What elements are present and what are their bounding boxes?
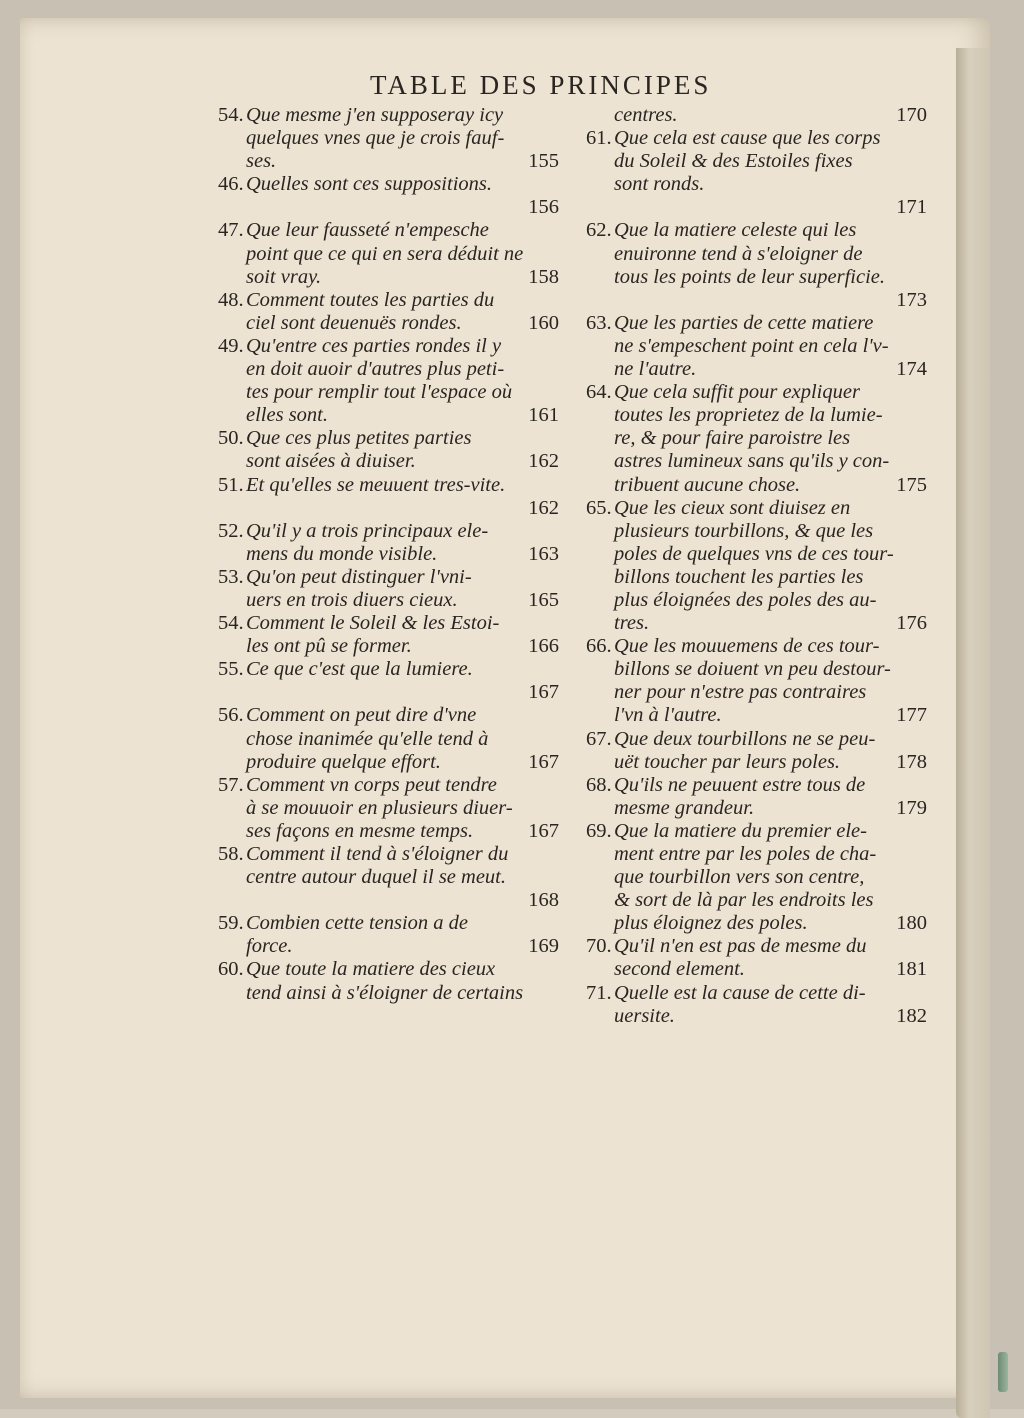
- entry-line: [246, 219, 563, 242]
- entry-line: [614, 104, 931, 127]
- entry-number: 67.: [586, 727, 612, 750]
- entry-number: 55.: [218, 658, 244, 681]
- entry-text: en doit auoir d'autres plus peti-: [246, 358, 505, 381]
- entry-text: uët toucher par leurs poles.: [614, 750, 841, 773]
- toc-entry: [218, 958, 563, 1004]
- entry-line: [246, 658, 563, 681]
- toc-entry: [218, 704, 563, 773]
- toc-entry: [218, 612, 563, 658]
- entry-text: ner pour n'estre pas contraires: [614, 681, 867, 704]
- toc-entry: [218, 774, 563, 843]
- entry-text: ment entre par les poles de cha-: [614, 843, 877, 865]
- entry-text: soit vray.: [246, 265, 322, 288]
- entry-text: enuironne tend à s'eloigner de: [614, 242, 863, 265]
- entry-line: [614, 912, 931, 935]
- entry-line: [614, 335, 931, 358]
- entry-line: [614, 982, 931, 1005]
- entry-text: Qu'ils ne peuuent estre tous de: [614, 773, 866, 796]
- page-number: 173: [896, 288, 927, 311]
- entry-text: Que les mouuemens de ces tour-: [614, 635, 880, 658]
- entry-number: 49.: [218, 334, 244, 357]
- entry-text: sont ronds.: [614, 173, 705, 196]
- toc-entry: [586, 127, 931, 219]
- entry-text: ne s'empeschent point en cela l'v-: [614, 334, 889, 357]
- entry-line: [246, 173, 563, 196]
- entry-text: point que ce qui en sera déduit ne: [246, 242, 524, 265]
- entry-line: [246, 820, 563, 843]
- entry-text: centre autour duquel il se meut.: [246, 866, 506, 889]
- entry-text: Que les parties de cette matiere: [614, 311, 874, 334]
- entry-line: [246, 196, 563, 219]
- entry-line: [614, 1005, 931, 1028]
- toc-entry: [586, 381, 931, 496]
- toc-entry: [218, 658, 563, 704]
- next-page-edge: [956, 48, 990, 1418]
- entry-line: [614, 312, 931, 335]
- entry-number: 50.: [218, 427, 244, 450]
- entry-text: tres.: [614, 612, 650, 635]
- entry-line: [246, 543, 563, 566]
- entry-line: [614, 450, 931, 473]
- entry-text: plus éloignées des poles des au-: [614, 588, 877, 611]
- right-column: [586, 104, 931, 1028]
- entry-text: Que mesme j'en supposeray icy: [246, 104, 504, 126]
- toc-entry: [218, 912, 563, 958]
- entry-line: [246, 450, 563, 473]
- entry-line: [614, 866, 931, 889]
- entry-text: tend ainsi à s'éloigner de certains: [246, 981, 524, 1004]
- page-number: 167: [528, 681, 559, 704]
- toc-entry: [218, 335, 563, 427]
- entry-text: re, & pour faire paroistre les: [614, 427, 851, 450]
- entry-line: [246, 289, 563, 312]
- toc-entry: [586, 935, 931, 981]
- page-number: 174: [896, 358, 927, 381]
- entry-number: 47.: [218, 219, 244, 242]
- page-number: 182: [896, 1004, 927, 1027]
- entry-text: Quelles sont ces suppositions.: [246, 173, 492, 196]
- page-number: 178: [896, 750, 927, 773]
- entry-line: [246, 935, 563, 958]
- entry-line: [614, 681, 931, 704]
- entry-line: [614, 843, 931, 866]
- entry-number: 59.: [218, 912, 244, 935]
- entry-line: [614, 728, 931, 751]
- entry-text: Comment vn corps peut tendre: [246, 773, 497, 796]
- entry-line: [614, 543, 931, 566]
- entry-text: ses.: [246, 150, 277, 173]
- toc-entry: [218, 520, 563, 566]
- toc-entry: [218, 289, 563, 335]
- entry-text: tous les points de leur superficie.: [614, 265, 886, 288]
- entry-line: [246, 104, 563, 127]
- entry-text: Que la matiere du premier ele-: [614, 819, 867, 842]
- binding-ribbon: [998, 1352, 1008, 1392]
- page-number: 158: [528, 265, 559, 288]
- page-number: 161: [528, 404, 559, 427]
- entry-line: [614, 427, 931, 450]
- entry-text: l'vn à l'autre.: [614, 704, 722, 727]
- entry-number: 57.: [218, 773, 244, 796]
- entry-line: [614, 381, 931, 404]
- page-number: 156: [528, 196, 559, 219]
- entry-text: que tourbillon vers son centre,: [614, 866, 865, 889]
- entry-text: billons se doiuent vn peu destour-: [614, 658, 891, 681]
- toc-entry: [586, 104, 931, 127]
- toc-entry: [586, 312, 931, 381]
- page-number: 160: [528, 311, 559, 334]
- entry-text: Que cela est cause que les corps: [614, 127, 881, 150]
- toc-entry: [586, 497, 931, 636]
- entry-line: [246, 866, 563, 889]
- entry-line: [246, 912, 563, 935]
- entry-text: Qu'il y a trois principaux ele-: [246, 519, 489, 542]
- entry-text: Que leur fausseté n'empesche: [246, 219, 489, 242]
- entry-text: toutes les proprietez de la lumie-: [614, 404, 883, 427]
- entry-line: [614, 820, 931, 843]
- entry-line: [614, 127, 931, 150]
- entry-number: 58.: [218, 843, 244, 865]
- entry-text: quelques vnes que je crois fauf-: [246, 127, 505, 150]
- entry-text: ses façons en mesme temps.: [246, 819, 474, 842]
- toc-entry: [218, 843, 563, 912]
- entry-text: elles sont.: [246, 404, 328, 427]
- entry-line: [246, 243, 563, 266]
- entry-line: [614, 219, 931, 242]
- page-number: 162: [528, 450, 559, 473]
- page-number: 155: [528, 150, 559, 173]
- entry-text: du Soleil & des Estoiles fixes: [614, 150, 853, 173]
- page-number: 162: [528, 496, 559, 519]
- page-number: 177: [896, 704, 927, 727]
- toc-entry: [586, 820, 931, 935]
- entry-line: [614, 751, 931, 774]
- entry-text: Que cela suffit pour expliquer: [614, 381, 860, 404]
- page-number: 169: [528, 935, 559, 958]
- page-number: 176: [896, 612, 927, 635]
- entry-number: 61.: [586, 127, 612, 150]
- entry-line: [614, 612, 931, 635]
- entry-text: poles de quelques vns de ces tour-: [614, 542, 894, 565]
- entry-line: [246, 335, 563, 358]
- entry-line: [614, 797, 931, 820]
- page-number: 168: [528, 889, 559, 912]
- toc-entry: [586, 635, 931, 727]
- entry-line: [246, 635, 563, 658]
- toc-entry: [586, 728, 931, 774]
- entry-number: 54.: [218, 104, 244, 126]
- entry-line: [246, 404, 563, 427]
- entry-text: tes pour remplir tout l'espace où: [246, 381, 513, 404]
- entry-line: [614, 497, 931, 520]
- entry-number: 48.: [218, 288, 244, 311]
- page-number: 167: [528, 819, 559, 842]
- entry-line: [246, 751, 563, 774]
- entry-text: Que les cieux sont diuisez en: [614, 496, 851, 519]
- toc-entry: [586, 219, 931, 311]
- entry-line: [614, 266, 931, 289]
- entry-text: produire quelque effort.: [246, 750, 441, 773]
- entry-line: [246, 266, 563, 289]
- entry-number: 54.: [218, 612, 244, 635]
- entry-line: [246, 150, 563, 173]
- entry-text: Ce que c'est que la lumiere.: [246, 658, 473, 681]
- entry-line: [614, 404, 931, 427]
- entry-line: [246, 312, 563, 335]
- entry-line: [246, 843, 563, 866]
- entry-line: [246, 889, 563, 912]
- entry-text: Et qu'elles se meuuent tres-vite.: [246, 473, 506, 496]
- entry-line: [614, 935, 931, 958]
- toc-entry: [218, 104, 563, 173]
- entry-line: [614, 196, 931, 219]
- toc-entry: [218, 566, 563, 612]
- entry-line: [246, 520, 563, 543]
- entry-text: ciel sont deuenuës rondes.: [246, 311, 462, 334]
- page-number: 163: [528, 542, 559, 565]
- entry-text: astres lumineux sans qu'ils y con-: [614, 450, 890, 473]
- entry-line: [246, 958, 563, 981]
- entry-line: [614, 474, 931, 497]
- entry-line: [614, 774, 931, 797]
- entry-line: [246, 681, 563, 704]
- toc-entry: [218, 173, 563, 219]
- entry-text: Comment toutes les parties du: [246, 288, 495, 311]
- entry-line: [614, 150, 931, 173]
- entry-line: [246, 589, 563, 612]
- toc-entry: [218, 474, 563, 520]
- toc-entry: [586, 982, 931, 1028]
- entry-text: Comment le Soleil & les Estoi-: [246, 612, 500, 635]
- entry-line: [246, 797, 563, 820]
- page-number: 165: [528, 588, 559, 611]
- page-header: TABLE DES PRINCIPES: [370, 70, 712, 100]
- entry-text: chose inanimée qu'elle tend à: [246, 727, 489, 750]
- entry-text: Que toute la matiere des cieux: [246, 958, 496, 981]
- entry-text: billons touchent les parties les: [614, 565, 864, 588]
- entry-number: 70.: [586, 935, 612, 958]
- entry-number: 53.: [218, 565, 244, 588]
- entry-number: 60.: [218, 958, 244, 981]
- entry-text: Comment on peut dire d'vne: [246, 704, 477, 727]
- entry-line: [614, 658, 931, 681]
- entry-text: mens du monde visible.: [246, 542, 438, 565]
- entry-line: [614, 589, 931, 612]
- entry-text: Quelle est la cause de cette di-: [614, 981, 866, 1004]
- entry-line: [246, 774, 563, 797]
- entry-line: [246, 612, 563, 635]
- entry-line: [614, 289, 931, 312]
- entry-line: [614, 635, 931, 658]
- entry-line: [246, 127, 563, 150]
- entry-line: [246, 728, 563, 751]
- page-number: 171: [896, 196, 927, 219]
- entry-text: les ont pû se former.: [246, 635, 412, 658]
- entry-number: 56.: [218, 704, 244, 727]
- entry-number: 51.: [218, 473, 244, 496]
- entry-text: Que deux tourbillons ne se peu-: [614, 727, 876, 750]
- entry-text: sont aisées à diuiser.: [246, 450, 416, 473]
- page-number: 179: [896, 796, 927, 819]
- entry-text: ne l'autre.: [614, 358, 697, 381]
- entry-line: [246, 982, 563, 1005]
- entry-text: & sort de là par les endroits les: [614, 889, 874, 912]
- entry-text: force.: [246, 935, 293, 958]
- page-number: 167: [528, 750, 559, 773]
- entry-text: tribuent aucune chose.: [614, 473, 801, 496]
- entry-number: 68.: [586, 773, 612, 796]
- entry-line: [614, 358, 931, 381]
- entry-line: [614, 889, 931, 912]
- entry-text: uersite.: [614, 1004, 675, 1027]
- entry-text: mesme grandeur.: [614, 796, 755, 819]
- entry-line: [246, 566, 563, 589]
- toc-entry: [218, 427, 563, 473]
- entry-line: [614, 520, 931, 543]
- entry-line: [246, 497, 563, 520]
- entry-line: [614, 958, 931, 981]
- entry-text: centres.: [614, 104, 678, 126]
- entry-text: second element.: [614, 958, 745, 981]
- entry-text: à se mouuoir en plusieurs diuer-: [246, 796, 513, 819]
- entry-number: 71.: [586, 981, 612, 1004]
- entry-line: [614, 243, 931, 266]
- entry-number: 52.: [218, 519, 244, 542]
- page-number: 180: [896, 912, 927, 935]
- entry-line: [614, 173, 931, 196]
- entry-text: Comment il tend à s'éloigner du: [246, 843, 509, 865]
- entry-text: uers en trois diuers cieux.: [246, 588, 458, 611]
- entry-text: plus éloignez des poles.: [614, 912, 808, 935]
- entry-number: 46.: [218, 173, 244, 196]
- entry-text: Que ces plus petites parties: [246, 427, 472, 450]
- entry-number: 62.: [586, 219, 612, 242]
- page-number: 170: [896, 104, 927, 126]
- entry-number: 64.: [586, 381, 612, 404]
- entry-text: plusieurs tourbillons, & que les: [614, 519, 874, 542]
- entry-line: [246, 358, 563, 381]
- page-number: 181: [896, 958, 927, 981]
- entry-number: 66.: [586, 635, 612, 658]
- entry-line: [614, 704, 931, 727]
- entry-line: [246, 381, 563, 404]
- entry-number: 63.: [586, 311, 612, 334]
- page-number: 166: [528, 635, 559, 658]
- entry-text: Qu'entre ces parties rondes il y: [246, 334, 502, 357]
- left-column: [218, 104, 563, 1005]
- entry-number: 65.: [586, 496, 612, 519]
- entry-line: [614, 566, 931, 589]
- entry-line: [246, 474, 563, 497]
- toc-entry: [218, 219, 563, 288]
- entry-number: 69.: [586, 819, 612, 842]
- entry-line: [246, 427, 563, 450]
- toc-entry: [586, 774, 931, 820]
- entry-line: [246, 704, 563, 727]
- entry-text: Qu'il n'en est pas de mesme du: [614, 935, 867, 958]
- page-number: 175: [896, 473, 927, 496]
- entry-text: Combien cette tension a de: [246, 912, 469, 935]
- entry-text: Qu'on peut distinguer l'vni-: [246, 565, 472, 588]
- entry-text: Que la matiere celeste qui les: [614, 219, 857, 242]
